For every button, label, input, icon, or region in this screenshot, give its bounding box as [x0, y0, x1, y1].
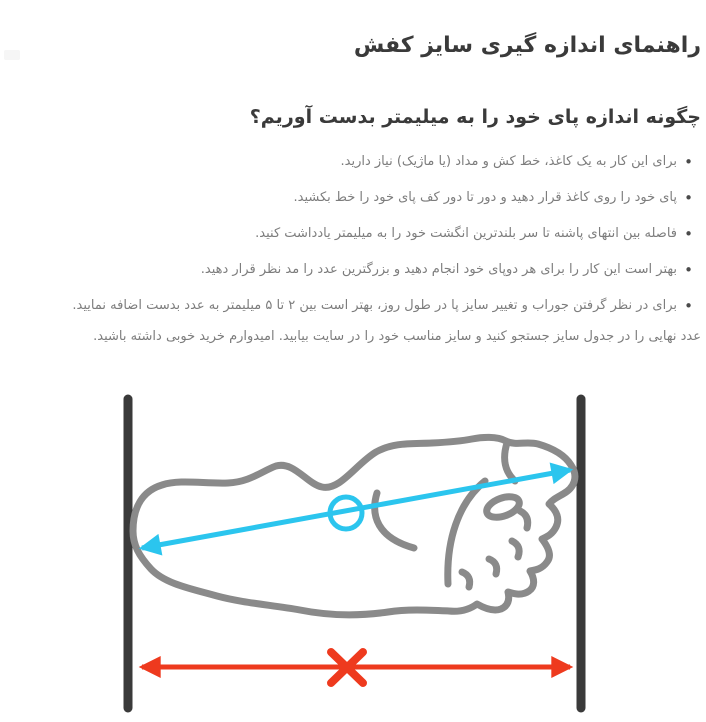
list-item: • بهتر است این کار را برای هر دوپای خود انجام دهید و بزرگترین عدد را مد نظر قرار دهید. [5, 252, 677, 288]
closing-note: عدد نهایی را در جدول سایز جستجو کنید و سایز مناسب خود را در سایت بیابید. امیدوارم خرید خوبی داشته باشید. [93, 329, 701, 344]
instruction-list [5, 144, 701, 324]
list-item: • پای خود را روی کاغذ قرار دهید و دور تا دور کف پای خود را خط بکشید. [5, 180, 677, 216]
section-heading: چگونه اندازه پای خود را به میلیمتر بدست آوریم؟ [249, 106, 701, 128]
foot-measurement-diagram [0, 380, 706, 722]
list-item: • فاصله بین انتهای پاشنه تا سر بلندترین انگشت خود را به میلیمتر یادداشت کنید. [5, 216, 677, 252]
guide-text-column [0, 0, 706, 347]
page-title: راهنمای اندازه گیری سایز کفش [353, 33, 701, 58]
list-item: • برای این کار به یک کاغذ، خط کش و مداد (یا ماژیک) نیاز دارید. [5, 144, 677, 180]
list-item: • برای در نظر گرفتن جوراب و تغییر سایز پا در طول روز، بهتر است بین ۲ تا ۵ میلیمتر به عدد بدست اضافه نمایید. [5, 288, 677, 324]
